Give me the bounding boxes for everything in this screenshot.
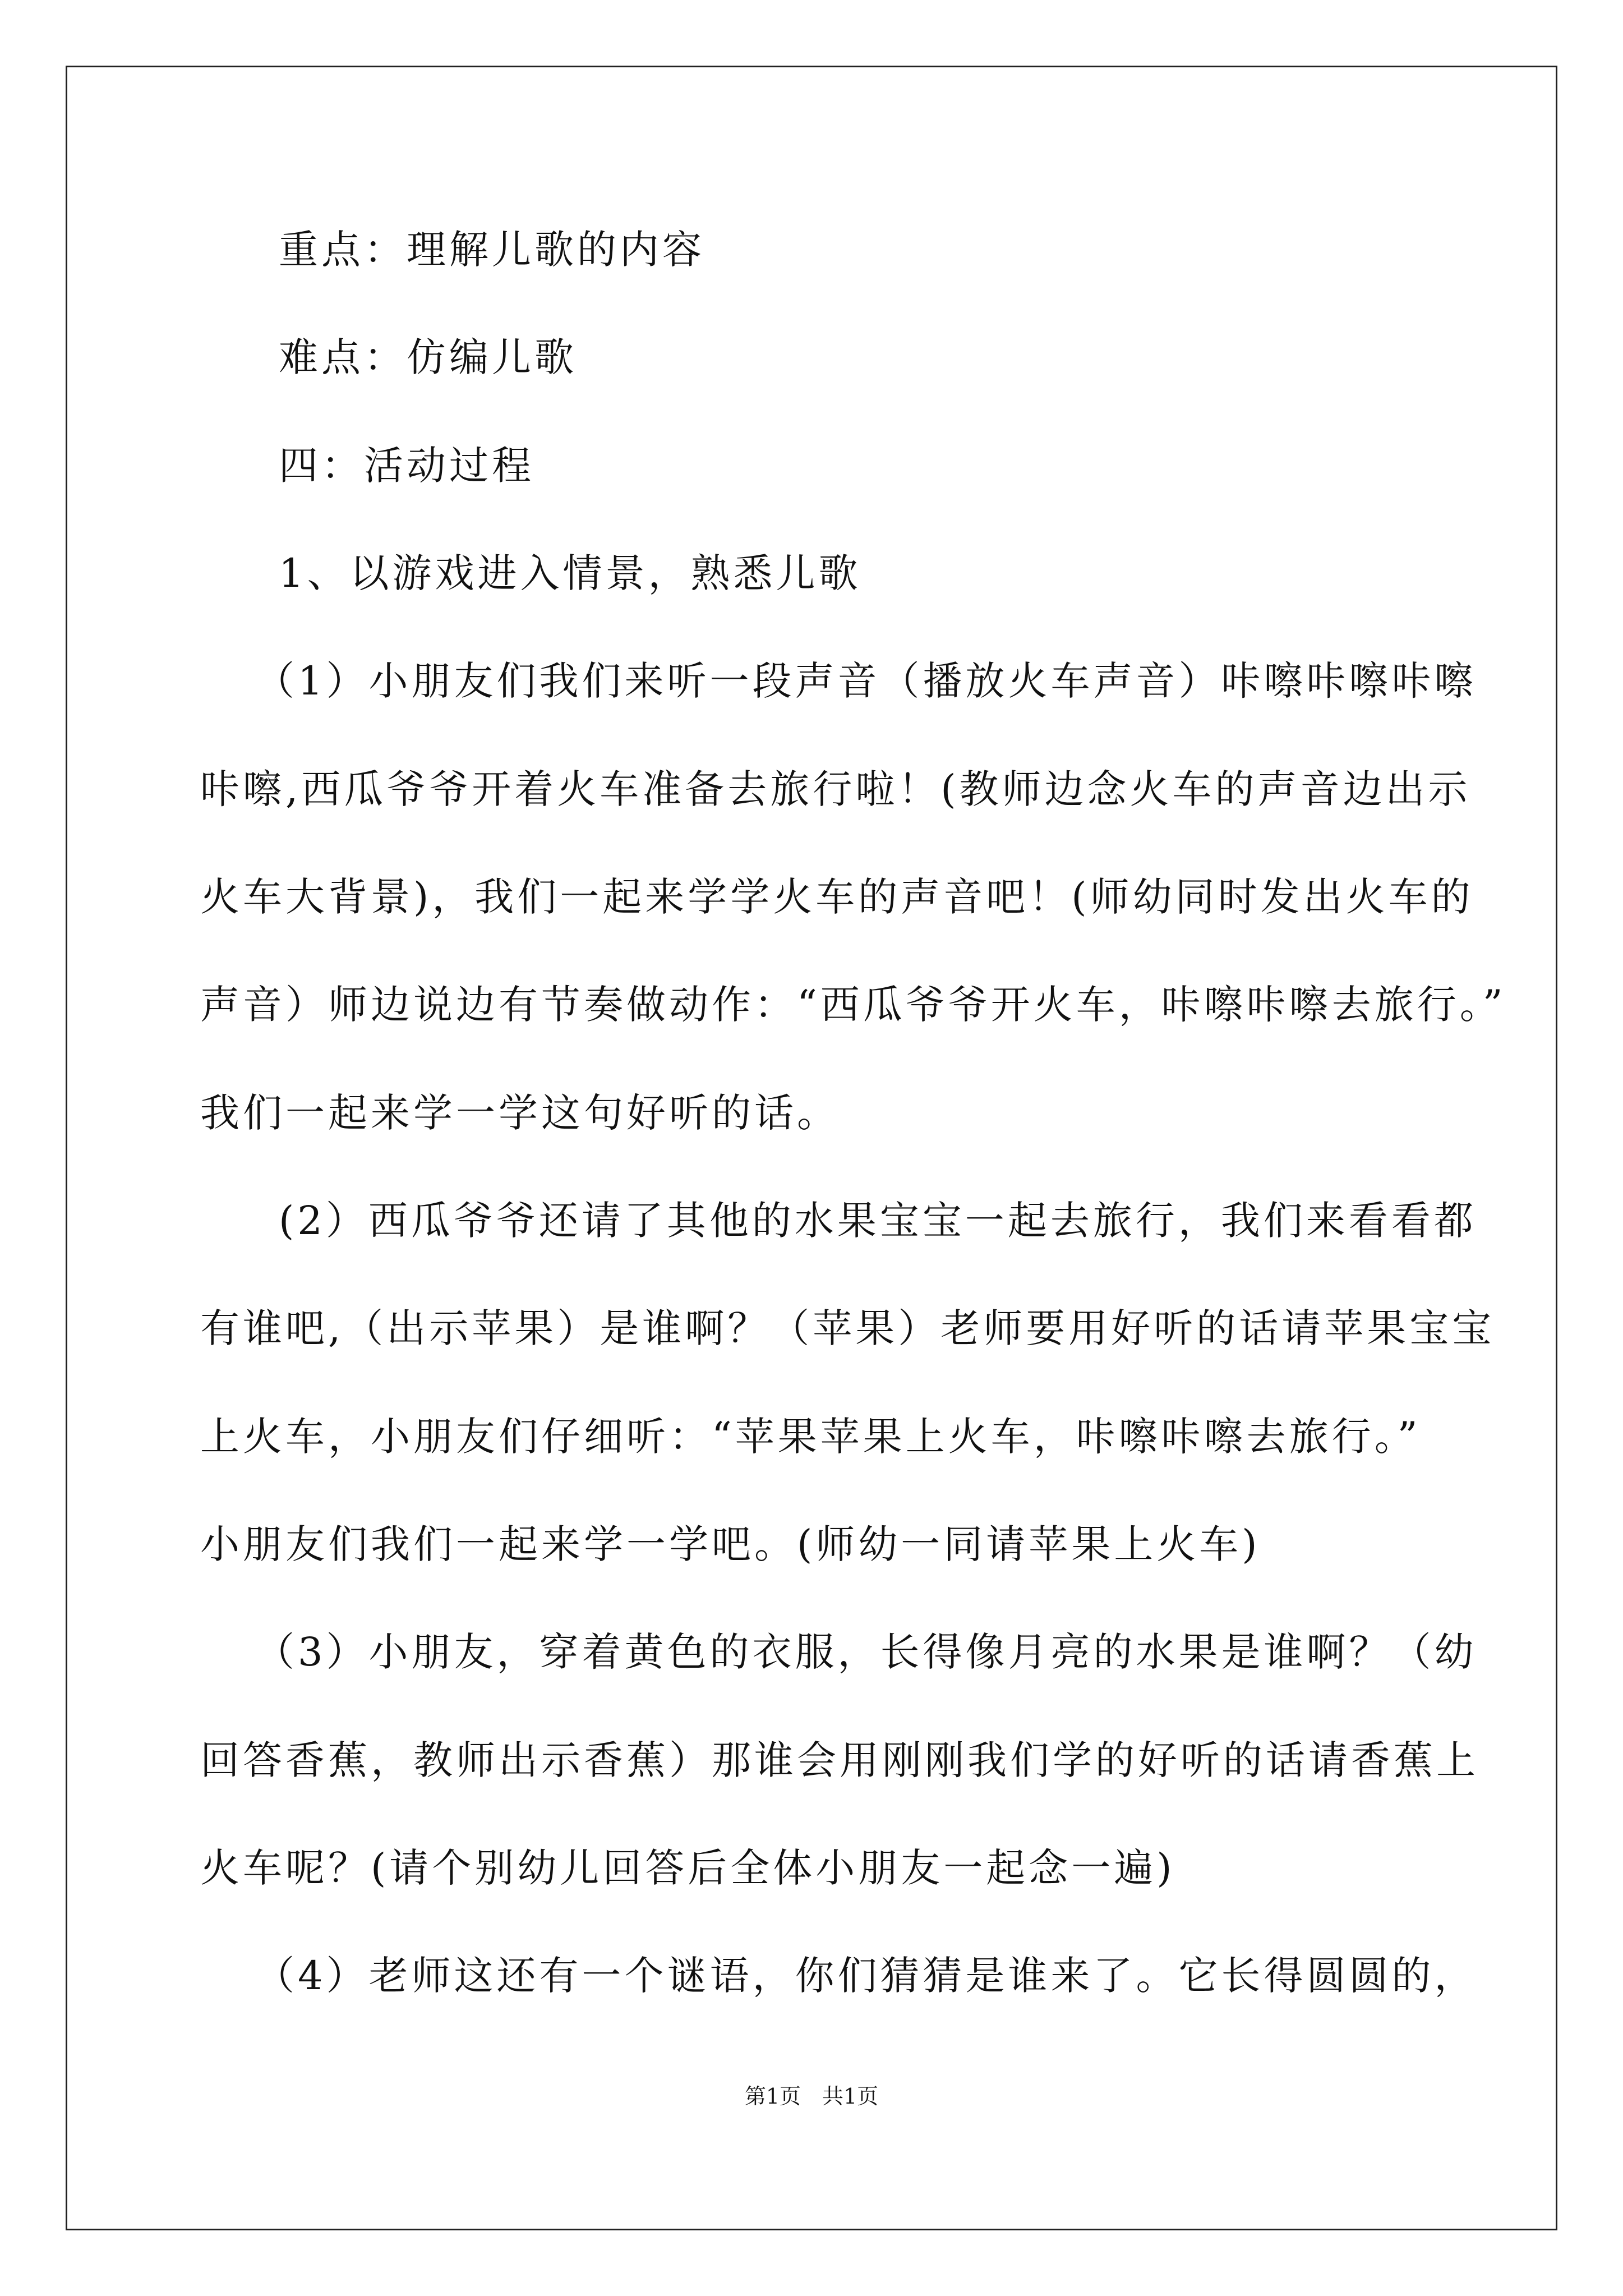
text-line-paragraph-1-line-1: （1）小朋友们我们来听一段声音（播放火车声音）咔嚓咔嚓咔嚓	[255, 658, 1477, 704]
text-line-difficulty: 难点：仿编儿歌	[279, 334, 577, 380]
text-line-paragraph-1-line-4: 声音）师边说边有节奏做动作：“西瓜爷爷开火车，咔嚓咔嚓去旅行。”	[200, 982, 1506, 1028]
text-line-paragraph-3-line-1: （3）小朋友，穿着黄色的衣服，长得像月亮的水果是谁啊？（幼	[255, 1629, 1477, 1675]
page-number-footer: 第1页 共1页	[744, 2084, 879, 2109]
page-border	[66, 66, 1557, 2230]
text-line-section-heading: 四：活动过程	[279, 443, 534, 489]
text-line-paragraph-2-line-3: 上火车，小朋友们仔细听：“苹果苹果上火车，咔嚓咔嚓去旅行。”	[200, 1414, 1421, 1460]
text-line-paragraph-2-line-1: (2）西瓜爷爷还请了其他的水果宝宝一起去旅行，我们来看看都	[279, 1198, 1477, 1244]
text-line-paragraph-3-line-2: 回答香蕉，教师出示香蕉）那谁会用刚刚我们学的好听的话请香蕉上	[200, 1737, 1479, 1783]
text-line-focus: 重点：理解儿歌的内容	[279, 227, 705, 273]
text-line-paragraph-1-line-3: 火车大背景)，我们一起来学学火车的声音吧！(师幼同时发出火车的	[200, 874, 1474, 920]
text-line-paragraph-2-line-4: 小朋友们我们一起来学一学吧。(师幼一同请苹果上火车)	[200, 1521, 1261, 1567]
text-line-paragraph-1-line-2: 咔嚓,西瓜爷爷开着火车准备去旅行啦！(教师边念火车的声音边出示	[200, 766, 1471, 812]
text-line-paragraph-3-line-3: 火车呢？(请个别幼儿回答后全体小朋友一起念一遍)	[200, 1845, 1175, 1891]
text-line-paragraph-1-line-5: 我们一起来学一学这句好听的话。	[200, 1090, 840, 1136]
text-line-paragraph-2-line-2: 有谁吧,（出示苹果）是谁啊？（苹果）老师要用好听的话请苹果宝宝	[200, 1305, 1495, 1351]
text-line-step-heading: 1、以游戏进入情景，熟悉儿歌	[279, 550, 861, 596]
text-line-paragraph-4-line-1: （4）老师这还有一个谜语，你们猜猜是谁来了。它长得圆圆的，	[255, 1953, 1477, 1999]
